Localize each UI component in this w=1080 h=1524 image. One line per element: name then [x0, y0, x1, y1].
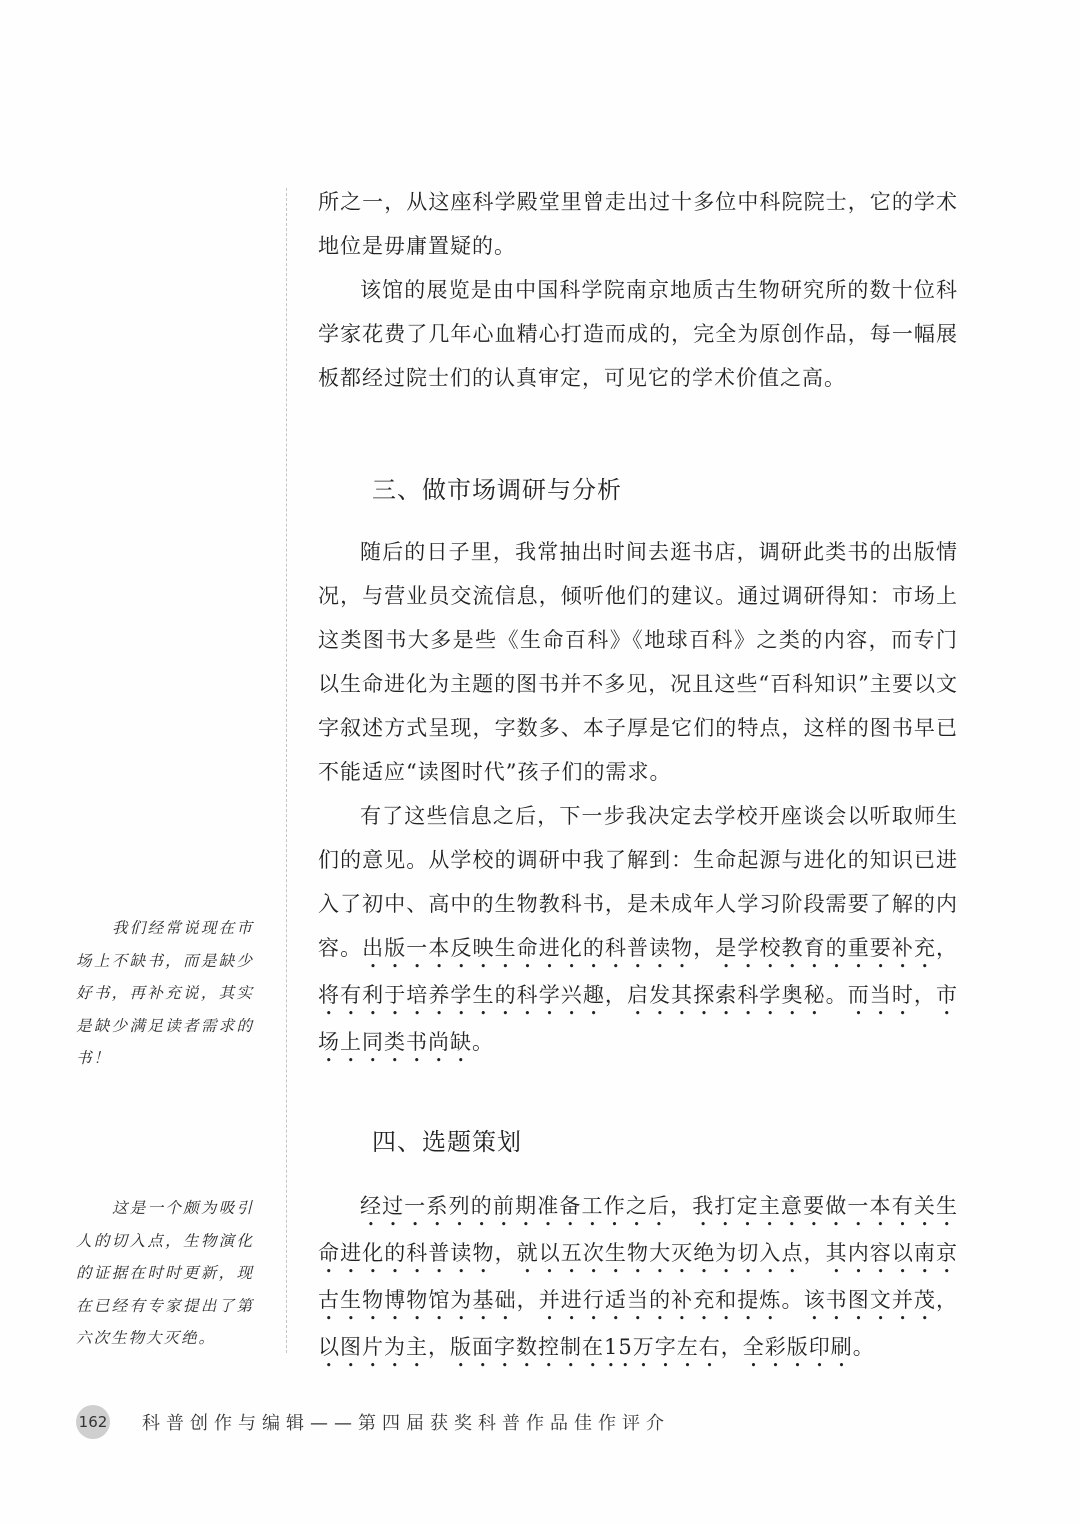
paragraph-market-research: 随后的日子里，我常抽出时间去逛书店，调研此类书的出版情况，与营业员交流信息，倾听他们的建议。通过调研得知：市场上这类图书大多是些《生命百科》《地球百科》之类的内容，而专门以生命进化为主题的图书并不多见，况且这些“百科知识”主要以文字叙述方式呈现，字数多、本子厚是它们的特点，这样的图书早已不能适应“读图时代”孩子们的需求。	[318, 540, 958, 784]
side-note-1	[76, 912, 254, 1075]
paragraph-exhibition: 该馆的展览是由中国科学院南京地质古生物研究所的数十位科学家花费了几年心血精心打造而成的，完全为原创作品，每一幅展板都经过院士们的认真审定，可见它的学术价值之高。	[318, 278, 958, 390]
top-section	[318, 180, 958, 400]
side-note-2-text: 这是一个颇为吸引人的切入点，生物演化的证据在时时更新，现在已经有专家提出了第六次生物大灭绝。	[76, 1199, 254, 1347]
section-heading-3: 三、做市场调研与分析	[372, 476, 622, 504]
section-3-body	[318, 530, 958, 1067]
section-4-body	[318, 1184, 958, 1372]
school-research-text: 有了这些信息之后，下一步我决定去学校开座谈会以听取师生们的意见。从学校的调研中我了解到：生命起源与进化的知识已进入了初中、高中的生物教科书，是未成年人学习阶段需要了解的内容。	[318, 804, 958, 960]
page-footer	[76, 1404, 956, 1440]
side-note-1-text: 我们经常说现在市场上不缺书，而是缺少好书，再补充说，其实是缺少满足读者需求的书！	[76, 919, 254, 1067]
paragraph-continued: 所之一，从这座科学殿堂里曾走出过十多位中科院院士，它的学术地位是毋庸置疑的。	[318, 190, 958, 258]
paragraph-topic-planning: 经过一系列的前期准备工作之后，我打定主意要做一本有关生命进化的科普读物，就以五次生物大灭绝为切入点，其内容以南京古生物博物馆为基础，并进行适当的补充和提炼。该书图文并茂，以图片为主，版面字数控制在15万字左右，全彩版印刷。	[318, 1194, 958, 1359]
section-heading-4: 四、选题策划	[372, 1128, 522, 1156]
running-title: 科普创作与编辑——第四届获奖科普作品佳作评介	[142, 1413, 670, 1434]
page-number-badge: 162	[76, 1405, 110, 1439]
emphasized-text: 出版一本反映生命进化的科普读物，是学校教育的重要补充，将有利于培养学生的科学兴趣，启发其探索科学奥秘。而当时，市场上同类书尚缺。	[318, 936, 959, 1054]
margin-divider	[286, 188, 287, 1353]
paragraph-school-research	[318, 794, 958, 1067]
side-note-2	[76, 1192, 254, 1355]
